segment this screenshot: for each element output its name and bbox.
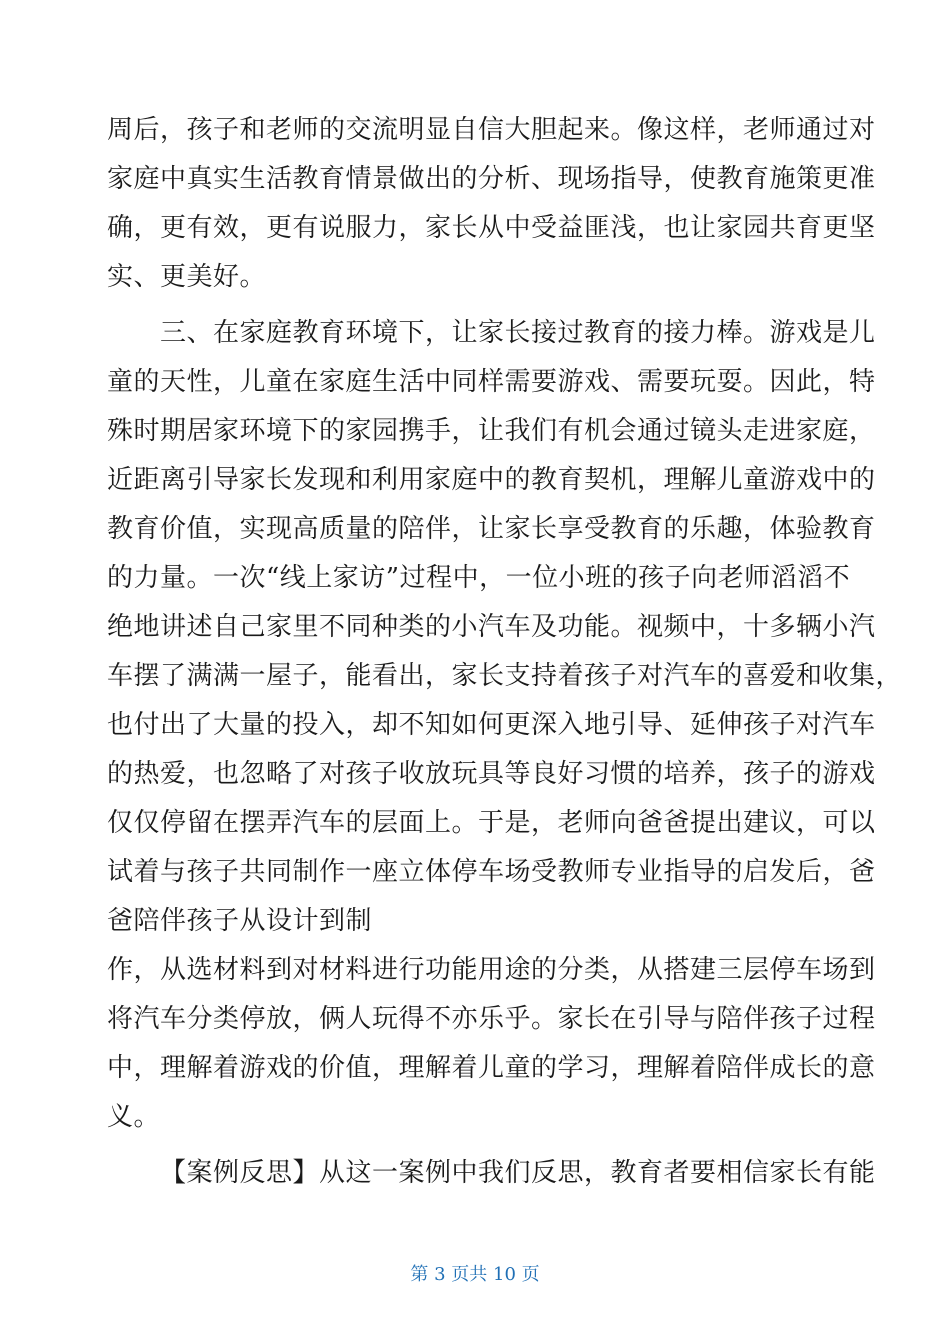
paragraph-line: 爸陪伴孩子从设计到制 xyxy=(107,906,373,936)
paragraph-line: 周后，孩子和老师的交流明显自信大胆起来。像这样，老师通过对 xyxy=(107,115,876,145)
page-number-footer: 第 3 页共 10 页 xyxy=(410,1264,540,1285)
paragraph-line: 近距离引导家长发现和利用家庭中的教育契机，理解儿童游戏中的 xyxy=(107,465,876,495)
paragraph-line: 的力量。一次“线上家访”过程中，一位小班的孩子向老师滔滔不 xyxy=(107,563,851,593)
paragraph-line: 仅仅停留在摆弄汽车的层面上。于是，老师向爸爸提出建议，可以 xyxy=(107,808,876,838)
paragraph-line: 也付出了大量的投入，却不知如何更深入地引导、延伸孩子对汽车 xyxy=(107,710,876,740)
paragraph-line: 【案例反思】从这一案例中我们反思，教育者要相信家长有能 xyxy=(160,1158,876,1188)
paragraph-line: 义。 xyxy=(107,1102,161,1132)
paragraph-line: 将汽车分类停放，俩人玩得不亦乐乎。家长在引导与陪伴孩子过程 xyxy=(107,1004,876,1034)
paragraph-line: 车摆了满满一屋子，能看出，家长支持着孩子对汽车的喜爱和收集， xyxy=(107,661,903,691)
paragraph-line: 教育价值，实现高质量的陪伴，让家长享受教育的乐趣，体验教育 xyxy=(107,514,876,544)
paragraph-line: 作，从选材料到对材料进行功能用途的分类，从搭建三层停车场到 xyxy=(107,955,876,985)
paragraph-line: 确，更有效，更有说服力，家长从中受益匪浅，也让家园共育更坚 xyxy=(107,213,876,243)
paragraph-line: 童的天性，儿童在家庭生活中同样需要游戏、需要玩耍。因此，特 xyxy=(107,367,876,397)
paragraph-line: 的热爱，也忽略了对孩子收放玩具等良好习惯的培养，孩子的游戏 xyxy=(107,759,876,789)
paragraph-line: 实、更美好。 xyxy=(107,262,267,292)
paragraph-line: 三、在家庭教育环境下，让家长接过教育的接力棒。游戏是儿 xyxy=(160,318,876,348)
paragraph-line: 中，理解着游戏的价值，理解着儿童的学习，理解着陪伴成长的意 xyxy=(107,1053,876,1083)
paragraph-line: 绝地讲述自己家里不同种类的小汽车及功能。视频中，十多辆小汽 xyxy=(107,612,876,642)
paragraph-line: 试着与孩子共同制作一座立体停车场受教师专业指导的启发后，爸 xyxy=(107,857,876,887)
paragraph-line: 家庭中真实生活教育情景做出的分析、现场指导，使教育施策更准 xyxy=(107,164,876,194)
paragraph-line: 殊时期居家环境下的家园携手，让我们有机会通过镜头走进家庭， xyxy=(107,416,876,446)
